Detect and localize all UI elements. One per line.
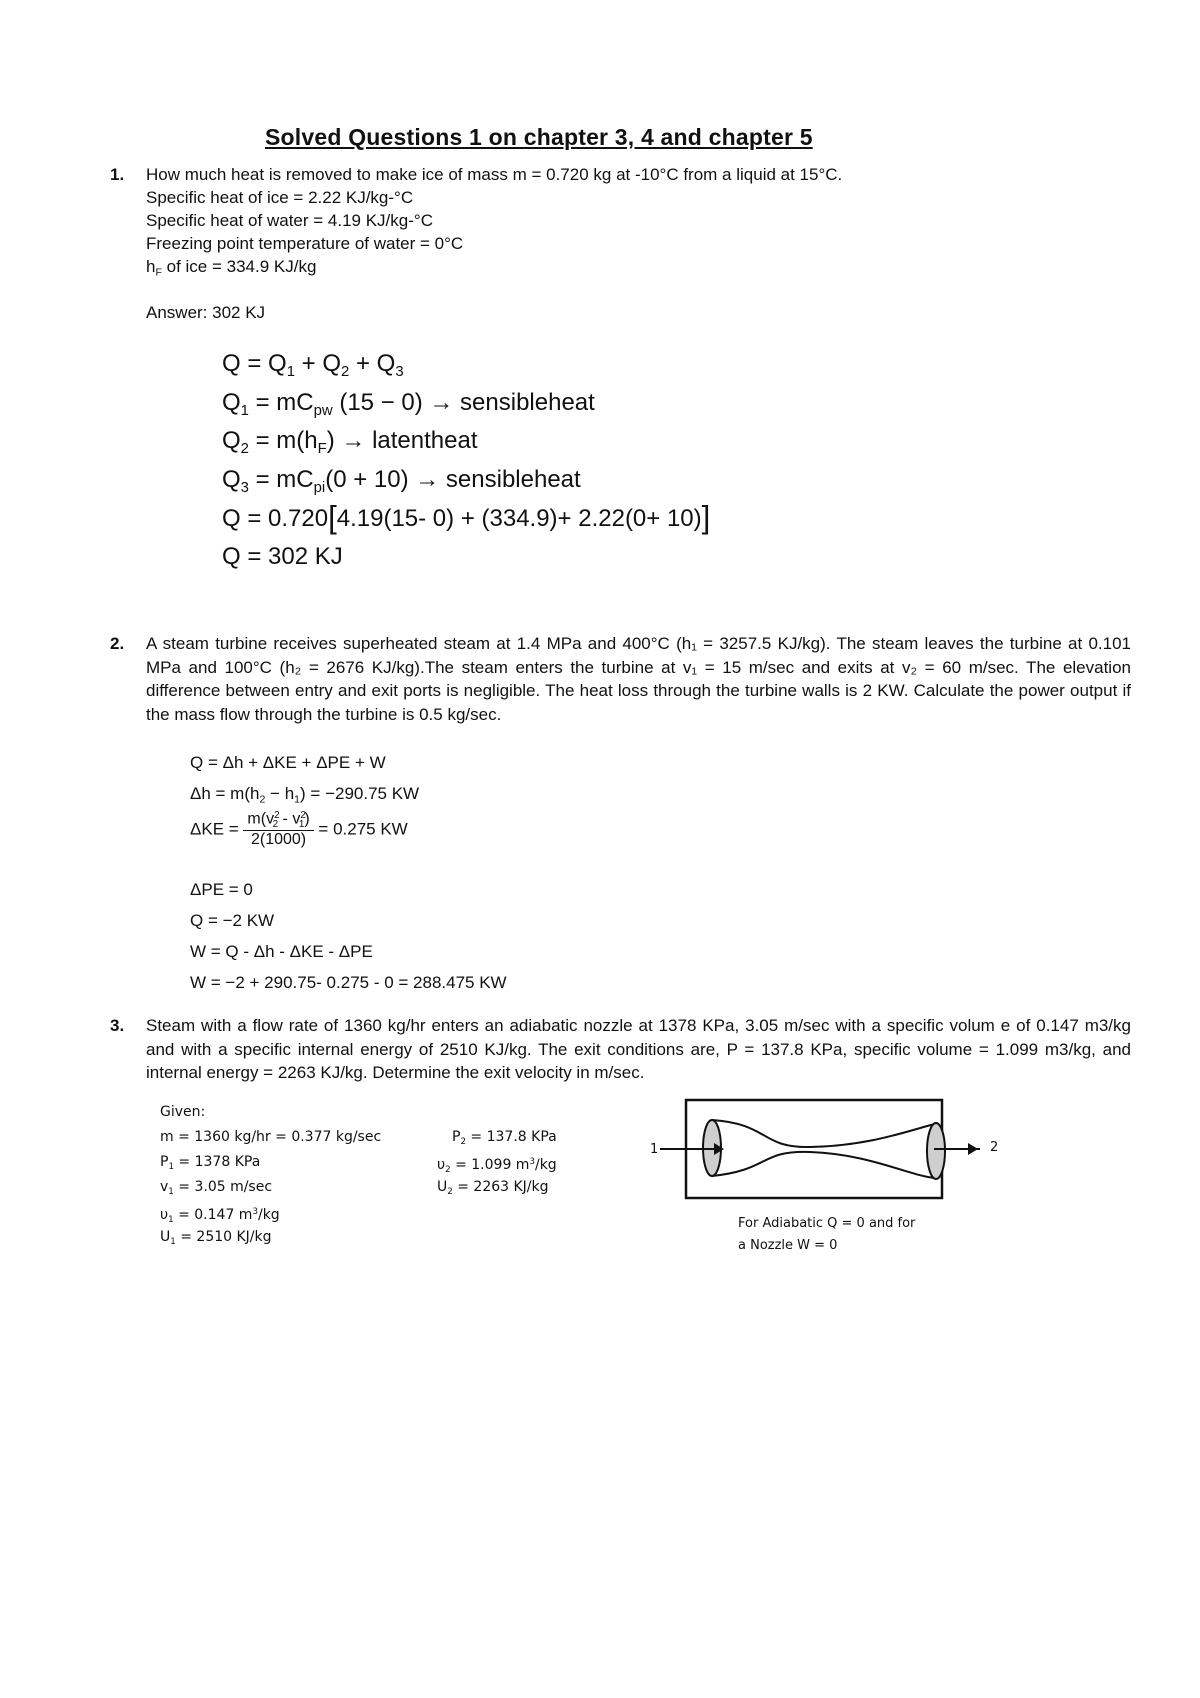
given-specific-volume-1: $\upsilon_1 = 0.147$ $m^3/kg$ <box>160 1206 280 1225</box>
nozzle-upper-wall <box>712 1120 935 1147</box>
given-v1: $v_1 = 3.05$ m/sec <box>160 1179 273 1198</box>
q1-equation-2: $Q_1 = mC_{pw}$ (15 − 0) → sensibleheat <box>222 389 595 420</box>
nozzle-diagram <box>640 1090 980 1210</box>
q2-equation-4: ΔPE = 0 <box>190 880 253 899</box>
question-1-number: 1. <box>110 165 125 184</box>
q2-equation-7: W = −2 + 290.75- 0.275 - 0 = 288.475 KW <box>190 973 507 992</box>
given-p1: $P_1 = 1378$ KPa <box>160 1154 261 1173</box>
q2-equation-6: W = Q - Δh - ΔKE - ΔPE <box>190 942 373 961</box>
q2-equation-5: Q = −2 KW <box>190 911 275 930</box>
given-title: Given: <box>160 1104 206 1120</box>
q2-equation-2: $\Delta h = m(h_2 - h_1) = -290.75$ KW <box>190 784 420 806</box>
inlet-label: 1 <box>650 1142 659 1157</box>
diagram-caption-line-2: a Nozzle W = 0 <box>738 1238 838 1253</box>
q1-equation-4: $Q_3 = mC_{pi}(0 + 10)$ → sensibleheat <box>222 466 581 497</box>
outlet-label: 2 <box>990 1140 999 1155</box>
given-u1: $U_1 = 2510$ KJ/kg <box>160 1229 272 1248</box>
q1-line-4: Freezing point temperature of water = 0°C <box>146 234 464 253</box>
given-u2: $U_2 = 2263$ KJ/kg <box>437 1179 549 1198</box>
q1-equation-6: Q = 302 KJ <box>222 543 343 570</box>
q1-equation-5: Q = 0.720[4.19(15- 0) + (334.9)+ 2.22(0+ 10)] <box>222 500 711 535</box>
given-p2: $P_2 = 137.8$ KPa <box>452 1129 557 1148</box>
control-volume-box <box>686 1100 942 1198</box>
q1-equation-3: $Q_2 = m(h_F)$ → latentheat <box>222 427 478 458</box>
nozzle-lower-wall <box>712 1152 935 1178</box>
q1-line-5 <box>146 255 316 285</box>
q1-line-1: How much heat is removed to make ice of mass m = 0.720 kg at -10°C from a liquid at 15°C. <box>146 165 843 184</box>
delta-ke-fraction: $\frac{m(v^2_2 - v^2_1)}{2(1000)}$ <box>243 810 313 849</box>
q1-line-2: Specific heat of ice = 2.22 KJ/kg-°C <box>146 188 414 207</box>
given-specific-volume-2: $\upsilon_2 = 1.099$ $m^3/kg$ <box>437 1156 557 1175</box>
q1-hf-value: of ice = 334.9 KJ/kg <box>161 257 317 276</box>
outlet-section <box>927 1123 945 1179</box>
page-title: Solved Questions 1 on chapter 3, 4 and chapter 5 <box>265 124 813 150</box>
q2-equation-1: Q = Δh + ΔKE + ΔPE + W <box>190 753 386 772</box>
given-mass-flow: m = 1360 kg/hr = 0.377 kg/sec <box>160 1129 382 1145</box>
question-2-number: 2. <box>110 634 125 653</box>
q2-text: A steam turbine receives superheated steam at 1.4 MPa and 400°C (h₁ = 3257.5 KJ/kg). The steam leaves the turbine at 0.101 MPa and 100°C (h₂ = 2676 KJ/kg).The steam enters the turbine at v₁ = 15 m/sec and exits at v₂ = 60 m/sec. The elevation difference between entry and exit ports is negligible. The heat loss through the turbine walls is 2 KW. Calculate the power output if the mass flow through the turbine is 0.5 kg/sec. <box>146 634 1131 724</box>
q1-answer: Answer: 302 KJ <box>146 303 266 322</box>
q1-line-3: Specific heat of water = 4.19 KJ/kg-°C <box>146 211 433 230</box>
question-3-number: 3. <box>110 1016 125 1035</box>
diagram-caption-line-1: For Adiabatic Q = 0 and for <box>738 1216 916 1231</box>
q1-hf-sub: F <box>155 266 162 279</box>
q1-equation-1: $Q = Q_1 + Q_2 + Q_3$ <box>222 350 404 381</box>
q1-hf-symbol: h <box>146 257 156 276</box>
q2-equation-3: ΔKE = $\frac{m(v^2_2 - v^2_1)}{2(1000)}$ = 0.275 KW <box>190 810 408 848</box>
q3-text: Steam with a flow rate of 1360 kg/hr enters an adiabatic nozzle at 1378 KPa, 3.05 m/sec with a specific volum e of 0.147 m3/kg and with a specific internal energy of 2510 KJ/kg. The exit conditions are, P = 137.8 KPa, specific volume = 1.099 m3/kg, and internal energy = 2263 KJ/kg. Determine the exit velocity in m/sec. <box>146 1016 1131 1082</box>
